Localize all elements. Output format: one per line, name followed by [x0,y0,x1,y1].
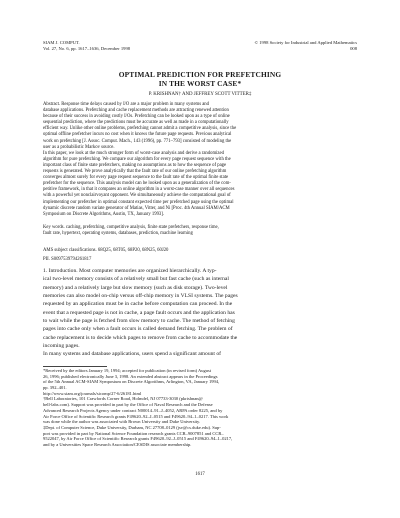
abstract-line: petitive framework, in that it compares an online algorithm in a worst-case manner over all sequences [43,187,235,193]
abstract-line: In this paper, we look at the much stronger form of worst-case analysis and derive a randomized [43,150,224,156]
body-line: memories can also model on-chip versus off-chip memory in VLSI systems. The pages [43,293,238,300]
body-line: pages into cache only when a fault occurs is called demand fetching. The problem of [43,326,233,333]
abstract-line: database applications. Prefetching and cache replacement methods are attracting renewed attention [43,108,229,114]
keywords-line: fault rate, hypertext, operating systems, databases, prediction, machine learning [43,231,193,237]
abstract-line: efficient way. Unlike other online problems, prefetching cannot admit a competitive analysis, since the [43,126,237,132]
abstract-line: with a powerful yet nonclairvoyant opponent. We simultaneously achieve the computational goal of [43,193,231,199]
body-line: memory) and a relatively large but slow memory (such as disk storage). Two-level [43,284,228,291]
ams-classifications [43,248,357,254]
body-line: event that a requested page is not in cache, a page fault occurs and the application has [43,309,235,316]
footnote-line: pp. 392–401. [43,385,67,391]
footnote-line: ‡Dept. of Computer Science, Duke University, Durham, NC 27708–0129 (jsv@cs.duke.edu). Sup- [43,424,221,430]
footnote-line: 26, 1996; published electronically June 3, 1998. An extended abstract appears in the Proceedings [43,373,218,379]
abstract-line: implementing our prefetcher in optimal constant expected time per prefetched page using the optimal [43,199,234,205]
abstract-line: because of their success in avoiding costly I/Os. Prefetching can be looked upon as a type of online [43,114,230,120]
author-line: P. KRISHNAN† AND JEFFREY SCOTT VITTER‡ [148,92,252,97]
abstract-line: Abstract. Response time delays caused by I/O are a major problem in many systems and [43,102,210,107]
footnote-line: Air Force Office of Scientific Research grants F49620–92–J–0515 and F49620–94–1–0217. This work [43,413,229,419]
abstract-line: user as a probabilistic Markov source. [43,144,115,150]
footnote-line: and by a Universities Space Research Association/CESDIS associate membership. [43,441,192,447]
abstract-line: requests is generated. We prove analytically that the fault rate of our online prefetching algorithm [43,169,227,175]
footnote-url[interactable]: http://www.siam.org/journals/sicomp/27-6/26181.html [43,390,142,396]
abstract-line: Symposium on Discrete Algorithms, Austin, TX, January 1993]. [43,211,165,217]
abstract-line: important class of finite state prefetchers, making no assumptions as to how the sequence of page [43,162,227,168]
abstract-line: converges almost surely for every page request sequence to the fault rate of the optimal finite state [43,175,229,181]
ams-line: AMS subject classifications. 68Q25, 68T05, 68P20, 68N25, 60J20 [43,248,169,253]
body-line: cache replacement is to decide which pages to remove from cache to accommodate the [43,334,238,341]
copyright-line: © 1998 Society for Industrial and Applied Mathematics [254,40,357,45]
pii-identifier [43,257,357,263]
footnote-line: of the 5th Annual ACM-SIAM Symposium on Discrete Algorithms, Arlington, VA, January 1994, [43,379,220,385]
journal-volume: Vol. 27, No. 6, pp. 1617–1636, December 1998 [43,45,131,51]
paper-title [43,70,357,88]
keywords-line: Key words. caching, prefetching, competitive analysis, finite state prefetchers, response time, [43,225,219,230]
keywords [43,225,357,237]
body-line: 1. Introduction. Most computer memories are organized hierarchically. A typ- [43,268,217,274]
abstract-line: work on prefetching [J. Assoc. Comput. Mach., 143 (1996), pp. 771–793] consisted of modeling the [43,138,232,144]
body-line: In many systems and database applications, users spend a significant amount of [43,351,222,358]
footnote-line: was done while the author was associated with Brown University and Duke University. [43,419,201,425]
footnote-line: port was provided in part by National Science Foundation research grants CCR–9007851 and CCR– [43,430,224,436]
footnote-line: 9522047, by Air Force Office of Scientific Research grants F49620–92–J–0515 and F49620–94–1–0217, [43,436,233,442]
abstract-line: prefetcher for the sequence. This analysis model can be looked upon as a generalization of the com- [43,181,231,187]
title-line: IN THE WORST CASE* [158,79,242,88]
introduction-section [43,267,357,359]
abstract-line: optimal offline prefetcher incurs no cost when it knows the future page requests. Previous analytical [43,132,232,138]
footnotes [43,368,357,448]
abstract [43,102,357,218]
footnote-line: *Received by the editors January 19, 1994; accepted for publication (in revised form) August [43,368,211,373]
footnote-line: bell-labs.com). Support was provided in part by the Office of Naval Research and the Defense [43,402,213,408]
title-line: OPTIMAL PREDICTION FOR PREFETCHING [118,70,282,79]
journal-name: SIAM J. COMPUT. [43,40,80,45]
footnote-line: †Bell Laboratories, 101 Crawfords Corner Road, Holmdel, NJ 07733-3030 (pkrishnan@ [43,396,203,402]
body-line: requested by an application must be in cache before computation can proceed. In the [43,301,233,308]
body-line: incoming pages. [43,343,80,350]
page-number: 1617 [195,472,205,477]
abstract-line: sequential prediction, where the predictions must be accurate as well as made in a computationally [43,120,229,126]
body-line: to wait while the page is fetched from slow memory to cache. The method of fetching [43,318,235,325]
copyright-notice [157,40,357,51]
pii-line: PII. S0097539794261817 [43,257,92,262]
abstract-line: dynamic discrete random variate generator of Matias, Vitter, and Ni [Proc. 4th Annual SIAM/ACM [43,205,230,211]
abstract-line: algorithm for pure prefetching. We compare our algorithm for every page request sequence with the [43,156,231,162]
article-code: 008 [350,45,357,51]
footnote-rule [43,366,107,367]
body-line: ical two-level memory consists of a relatively small but fast cache (such as internal [43,276,229,283]
footnote-line: Advanced Research Projects Agency under contract N00014–91–J–4052, ARPA order 8225, and by [43,407,223,413]
